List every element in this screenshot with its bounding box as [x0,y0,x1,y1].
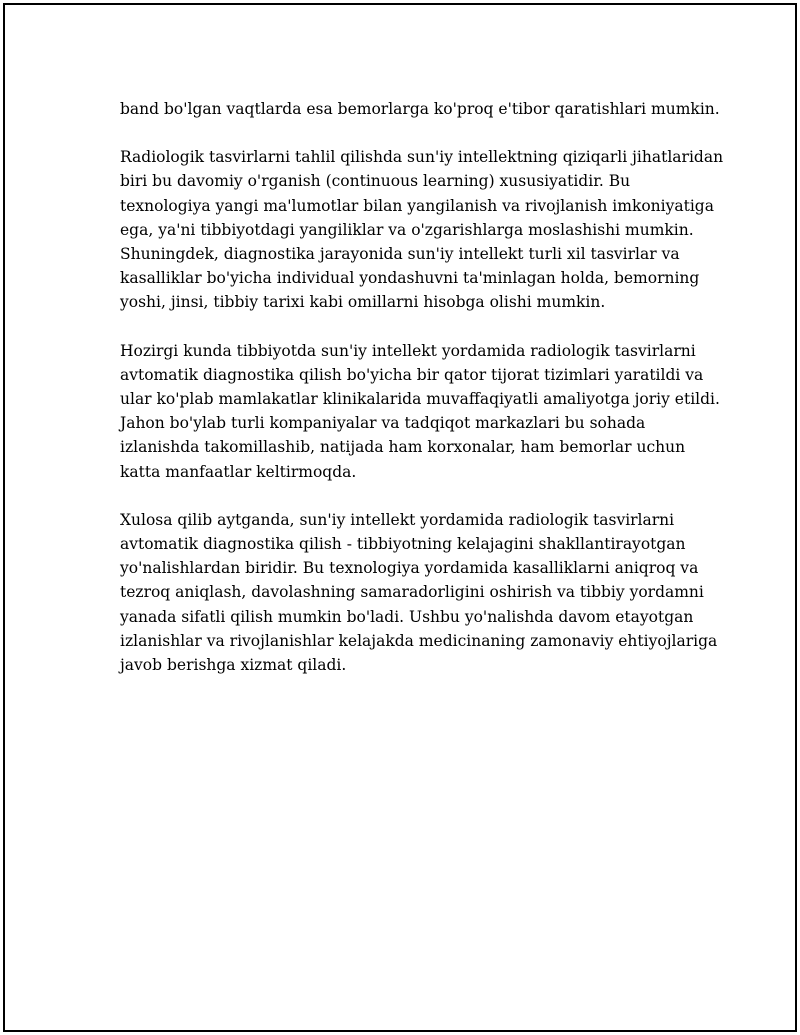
text-line: izlanishlar va rivojlanishlar kelajakda medicinaning zamonaviy ehtiyojlariga [120,631,718,650]
text-line: texnologiya yangi ma'lumotlar bilan yangilanish va rivojlanish imkoniyatiga [120,196,714,215]
paragraph-2 [120,145,724,314]
text-line: avtomatik diagnostika qilish bo'yicha bir qator tijorat tizimlari yaratildi va [120,365,704,384]
text-line: Hozirgi kunda tibbiyotda sun'iy intellekt yordamida radiologik tasvirlarni [120,341,696,360]
text-line: Radiologik tasvirlarni tahlil qilishda sun'iy intellektning qiziqarli jihatlaridan [120,148,724,167]
document-body [120,97,724,701]
text-line: band bo'lgan vaqtlarda esa bemorlarga ko'proq e'tibor qaratishlari mumkin. [120,100,720,118]
text-line: ega, ya'ni tibbiyotdagi yangiliklar va o'zgarishlarga moslashishi mumkin. [120,220,694,239]
text-line: tezroq aniqlash, davolashning samaradorligini oshirish va tibbiy yordamni [120,583,704,602]
text-line: yoshi, jinsi, tibbiy tarixi kabi omillarni hisobga olishi mumkin. [120,293,606,312]
text-line: ular ko'plab mamlakatlar klinikalarida muvaffaqiyatli amaliyotga joriy etildi. [120,390,720,409]
text-line: Xulosa qilib aytganda, sun'iy intellekt yordamida radiologik tasvirlarni [120,510,675,529]
text-line: Shuningdek, diagnostika jarayonida sun'iy intellekt turli xil tasvirlar va [120,245,680,264]
text-line: yanada sifatli qilish mumkin bo'ladi. Ushbu yo'nalishda davom etayotgan [120,607,694,626]
paragraph-4 [120,508,718,677]
text-line: biri bu davomiy o'rganish (continuous learning) xususiyatidir. Bu [120,172,631,191]
text-line: avtomatik diagnostika qilish - tibbiyotning kelajagini shakllantirayotgan [120,535,686,554]
paragraph-1 [120,97,720,121]
document-page [3,3,797,1032]
text-line: kasalliklar bo'yicha individual yondashuvni ta'minlagan holda, bemorning [120,269,700,288]
text-line: katta manfaatlar keltirmoqda. [120,462,357,481]
text-line: Jahon bo'ylab turli kompaniyalar va tadqiqot markazlari bu sohada [120,414,646,433]
text-line: izlanishda takomillashib, natijada ham korxonalar, ham bemorlar uchun [120,438,686,457]
text-line: javob berishga xizmat qiladi. [120,656,347,675]
text-line: yo'nalishlardan biridir. Bu texnologiya yordamida kasalliklarni aniqroq va [120,559,699,578]
paragraph-3 [120,339,720,484]
